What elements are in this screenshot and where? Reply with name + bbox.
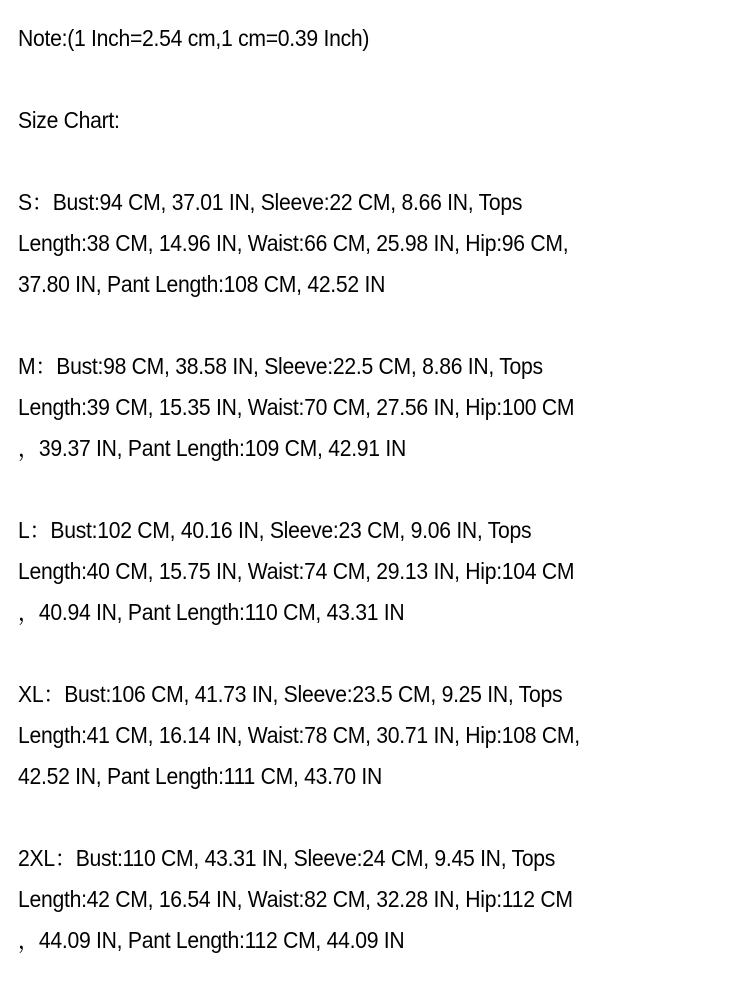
size-m-line-2: Length:39 CM, 15.35 IN, Waist:70 CM, 27.56 IN, Hip:100 CM (18, 394, 575, 420)
size-block-2xl (18, 838, 730, 961)
size-xl-line-2: Length:41 CM, 16.14 IN, Waist:78 CM, 30.71 IN, Hip:108 CM, (18, 722, 580, 748)
size-block-xl (18, 674, 730, 797)
size-block-s (18, 182, 730, 305)
size-l-line-2: Length:40 CM, 15.75 IN, Waist:74 CM, 29.13 IN, Hip:104 CM (18, 558, 575, 584)
size-block-l (18, 510, 730, 633)
size-l-line-1: L：Bust:102 CM, 40.16 IN, Sleeve:23 CM, 9.06 IN, Tops (18, 517, 532, 543)
size-s-line-1: S：Bust:94 CM, 37.01 IN, Sleeve:22 CM, 8.66 IN, Tops (18, 189, 523, 215)
size-m-line-1: M：Bust:98 CM, 38.58 IN, Sleeve:22.5 CM, 8.86 IN, Tops (18, 353, 543, 379)
size-xl-line-1: XL：Bust:106 CM, 41.73 IN, Sleeve:23.5 CM, 9.25 IN, Tops (18, 681, 563, 707)
size-2xl-line-3: ，44.09 IN, Pant Length:112 CM, 44.09 IN (18, 927, 405, 953)
size-2xl-line-1: 2XL：Bust:110 CM, 43.31 IN, Sleeve:24 CM, 9.45 IN, Tops (18, 845, 556, 871)
size-xl-line-3: 42.52 IN, Pant Length:111 CM, 43.70 IN (18, 763, 382, 789)
size-2xl-line-2: Length:42 CM, 16.54 IN, Waist:82 CM, 32.28 IN, Hip:112 CM (18, 886, 573, 912)
unit-conversion-note: Note:(1 Inch=2.54 cm,1 cm=0.39 Inch) (18, 25, 370, 51)
size-m-line-3: ，39.37 IN, Pant Length:109 CM, 42.91 IN (18, 435, 406, 461)
size-s-line-2: Length:38 CM, 14.96 IN, Waist:66 CM, 25.98 IN, Hip:96 CM, (18, 230, 569, 256)
size-chart-heading: Size Chart: (18, 107, 120, 133)
size-l-line-3: ，40.94 IN, Pant Length:110 CM, 43.31 IN (18, 599, 405, 625)
size-block-m (18, 346, 730, 469)
size-s-line-3: 37.80 IN, Pant Length:108 CM, 42.52 IN (18, 271, 386, 297)
size-chart-document (18, 18, 730, 961)
